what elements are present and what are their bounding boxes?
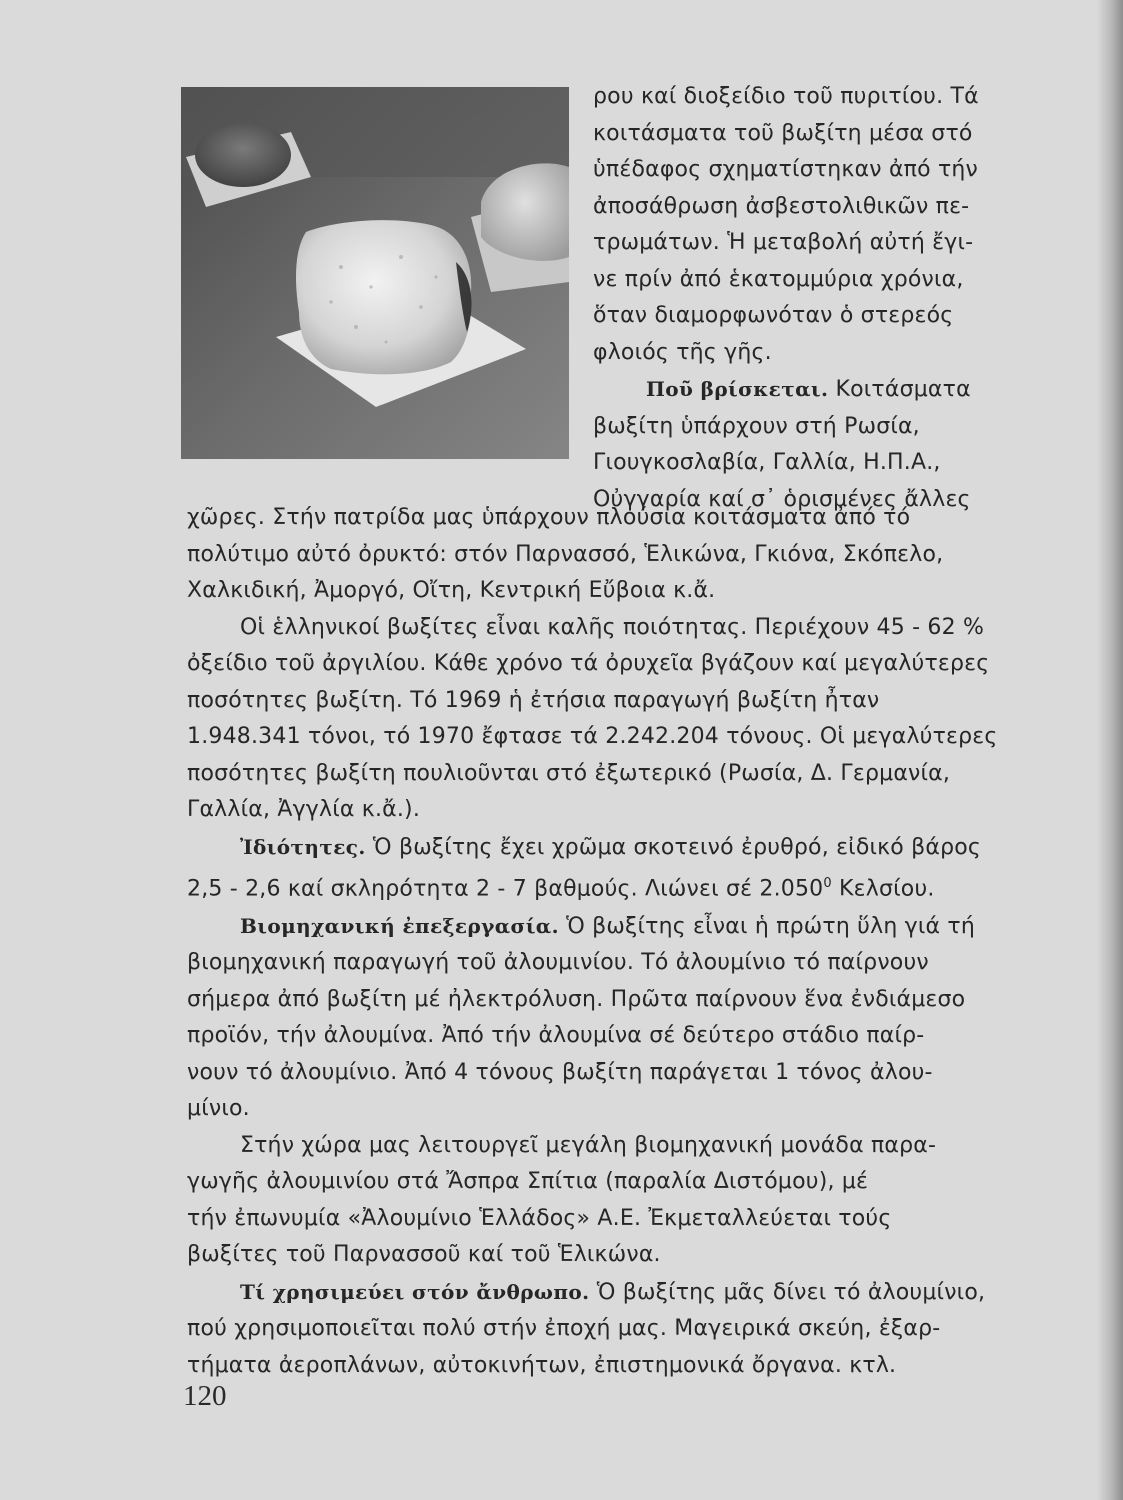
right-column-text (593, 79, 1033, 518)
text-line: Γιουγκοσλαβία, Γαλλία, Η.Π.Α., (593, 450, 941, 475)
bauxite-rock-photo (181, 87, 569, 459)
text-line: Οὐγγαρία καί σ᾽ ὁρισμένες ἄλλες (593, 486, 971, 512)
properties-heading: Ἰδιότητες. (240, 834, 366, 859)
page-number: 120 (183, 1380, 227, 1412)
text-line: χῶρες. Στήν πατρίδα μας ὑπάρχουν πλούσια κοιτάσματα ἀπό τό (187, 505, 911, 530)
text-line: γωγῆς ἀλουμινίου στά Ἄσπρα Σπίτια (παραλία Διστόμου), μέ (187, 1169, 869, 1195)
text-line: ποσότητες βωξίτη πουλιοῦνται στό ἐξωτερικό (Ρωσία, Δ. Γερμανία, (187, 760, 951, 786)
text-line: Οἱ ἑλληνικοί βωξίτες εἶναι καλῆς ποιότητας. Περιέχουν 45 - 62 % (240, 614, 985, 640)
text-line: ἀποσάθρωση ἀσβεστολιθικῶν πε- (593, 193, 970, 219)
text-line: ὑπέδαφος σχηματίστηκαν ἀπό τήν (593, 157, 979, 182)
text-line: πολύτιμο αὐτό ὀρυκτό: στόν Παρνασσό, Ἑλικώνα, Γκιόνα, Σκόπελο, (187, 541, 944, 567)
text-line: 1.948.341 τόνοι, τό 1970 ἔφτασε τά 2.242.204 τόνους. Οἱ μεγαλύτερες (187, 724, 998, 749)
text-line: νε πρίν ἀπό ἑκατομμύρια χρόνια, (593, 266, 964, 292)
industrial-first-line (187, 908, 1033, 946)
properties-second-line (187, 866, 1033, 908)
text-line: Γαλλία, Ἀγγλία κ.ἄ.). (187, 797, 421, 822)
text-line: πού χρησιμοποιεῖται πολύ στήν ἐποχή μας. Μαγειρικά σκεύη, ἐξαρ- (187, 1316, 941, 1342)
text-line: κοιτάσματα τοῦ βωξίτη μέσα στό (593, 120, 973, 146)
properties-first-line (187, 829, 1033, 867)
text-line: μίνιο. (187, 1096, 250, 1122)
text-line: ρου καί διοξείδιο τοῦ πυριτίου. Τά (593, 84, 979, 109)
degree-mark: 0 (823, 876, 832, 891)
text-line: τήματα ἀεροπλάνων, αὐτοκινήτων, ἐπιστημονικά ὄργανα. κτλ. (187, 1352, 897, 1378)
properties-first-text: Ὁ βωξίτης ἔχει χρῶμα σκοτεινό ἐρυθρό, εἰδικό βάρος (365, 834, 982, 860)
text-line: φλοιός τῆς γῆς. (593, 339, 772, 365)
body-text (187, 500, 1033, 1384)
text-line: σήμερα ἀπό βωξίτη μέ ἠλεκτρόλυση. Πρῶτα παίρνουν ἕνα ἐνδιάμεσο (187, 986, 966, 1012)
where-first-line (593, 371, 1033, 409)
text-line: ὀξείδιο τοῦ ἀργιλίου. Κάθε χρόνο τά ὀρυχεῖα βγάζουν καί μεγαλύτερες (187, 651, 990, 676)
text-line: βιομηχανική παραγωγή τοῦ ἀλουμινίου. Τό ἀλουμίνιο τό παίρνουν (187, 950, 929, 976)
uses-heading: Τί χρησιμεύει στόν ἄνθρωπο. (240, 1279, 590, 1304)
industrial-first-text: Ὁ βωξίτης εἶναι ἡ πρώτη ὕλη γιά τή (558, 913, 975, 939)
text-line: Στήν χώρα μας λειτουργεῖ μεγάλη βιομηχανική μονάδα παρα- (240, 1132, 937, 1158)
where-heading: Ποῦ βρίσκεται. (646, 377, 829, 401)
text-line: νουν τό ἀλουμίνιο. Ἀπό 4 τόνους βωξίτη παράγεται 1 τόνος ἀλου- (187, 1059, 933, 1085)
properties-second-end: Κελσίου. (831, 876, 935, 902)
text-line: τρωμάτων. Ἡ μεταβολή αὐτή ἔγι- (593, 230, 974, 255)
text-line: προϊόν, τήν ἀλουμίνα. Ἀπό τήν ἀλουμίνα σέ δεύτερο στάδιο παίρ- (187, 1023, 925, 1049)
text-line: τήν ἐπωνυμία «Ἀλουμίνιο Ἑλλάδος» Α.Ε. Ἐκμεταλλεύεται τούς (187, 1205, 892, 1231)
properties-second-text: 2,5 - 2,6 καί σκληρότητα 2 - 7 βαθμούς. Λιώνει σέ 2.050 (187, 876, 824, 902)
uses-first-line (187, 1274, 1033, 1312)
text-line: βωξίτη ὑπάρχουν στή Ρωσία, (593, 413, 920, 439)
uses-first-text: Ὁ βωξίτης μᾶς δίνει τό ἀλουμίνιο, (589, 1279, 986, 1305)
text-line: ποσότητες βωξίτη. Τό 1969 ἡ ἐτήσια παραγωγή βωξίτη ἦταν (187, 687, 880, 713)
industrial-heading: Βιομηχανική ἐπεξεργασία. (240, 913, 559, 938)
text-line: Χαλκιδική, Ἀμοργό, Οἴτη, Κεντρική Εὔβοια κ.ἄ. (187, 578, 716, 603)
where-first-text: Κοιτάσματα (828, 377, 971, 402)
text-line: βωξίτες τοῦ Παρνασσοῦ καί τοῦ Ἑλικώνα. (187, 1242, 661, 1268)
page-gutter-shadow (1097, 0, 1123, 1500)
text-line: ὅταν διαμορφωνόταν ὁ στερεός (593, 303, 954, 328)
